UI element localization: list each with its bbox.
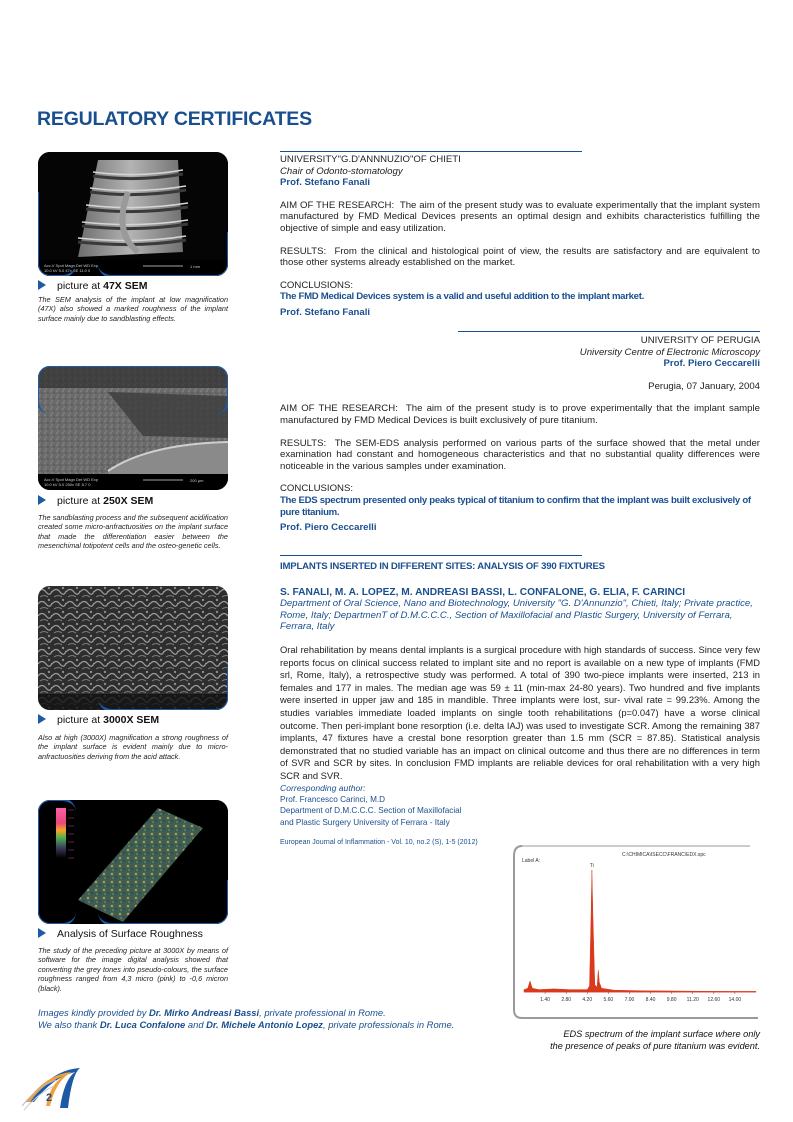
figure-caption-roughness: Analysis of Surface Roughness [38,928,203,940]
sem-47x-image [38,152,228,276]
roughness-analysis-image [38,800,228,924]
eds-spectrum-chart [510,840,760,1030]
label-a: Label A: [522,858,541,864]
figure-description-roughness: The study of the preceding picture at 3000X by means of software for the image digital analysis showed that converting the grey tones into pseudo-colours, the surface roughness ranged from 4,3 micro (pink) to -0,6 micron (black). [38,946,228,993]
bullet-triangle-icon [38,714,46,724]
corresponding-dept-2: and Plastic Surgery University of Ferrara - Italy [280,818,450,828]
spectrum-series [524,870,756,992]
study-abstract-section [280,561,760,849]
study-heading: IMPLANTS INSERTED IN DIFFERENT SITES: ANALYSIS OF 390 FIXTURES [280,561,605,572]
page-title: REGULATORY CERTIFICATES [37,108,312,130]
corresponding-label: Corresponding author: [280,782,366,793]
svg-text:200 µm: 200 µm [190,478,204,483]
chieti-certificate [280,154,760,319]
chieti-conclusions-label: CONCLUSIONS: [280,279,354,291]
corresponding-dept-1: Department of D.M.C.C.C. Section of Maxillofacial [280,806,462,816]
chieti-results: RESULTS: From the clinical and histological point of view, the results are satisfactory and are equivalent to those other systems already established on the market. [280,245,760,269]
figure-description-3000x: Also at high (3000X) magnification a strong roughness of the implant surface is evident mainly due to micro-anfractuosities deriving from the acid attack. [38,733,228,761]
image-credits: Images kindly provided by Dr. Mirko Andreasi Bassi, private professional in Rome. We also thank Dr. Luca Confalone and Dr. Michele Antonio Lopez, private professionals in Rome. [38,1007,455,1030]
perugia-place-date: Perugia, 07 January, 2004 [648,380,760,392]
study-authors: S. FANALI, M. A. LOPEZ, M. ANDREASI BASSI, L. CONFALONE, G. ELIA, F. CARINCI [280,586,686,598]
perugia-aim: AIM OF THE RESEARCH: The aim of the present study is to prove experimentally that the implant sample manufactured by FMD Medical Devices is built exclusively of pure titanium. [280,403,760,426]
bullet-triangle-icon [38,928,46,938]
perugia-conclusions: The EDS spectrum presented only peaks typical of titanium to confirm that the implant was built exclusively of pure titanium. [280,494,751,518]
page-number: 2 [46,1092,53,1104]
svg-text:Acc.V Spot Magn Det WD Ex: Acc.V Spot Magn Det WD Exp [44,263,99,268]
sem-250x-image [38,366,228,490]
x-tick-label: 8.40 [645,997,656,1003]
x-tick-label: 7.00 [624,997,635,1003]
study-abstract: Oral rehabilitation by means dental implants is a surgical procedure with high standards of success. Since very few reports focus on clinical success related to implant site and no report is available on a new type of implants (FMD srl, Rome, Italy), a retrospective study was performed. A total of 390 two-piece implants were inserted, 213 in females and 177 in males. The median age was 59 ± 11 (min-max 24-80 years). Two hundred and five implants were inserted in upper jaw and 185 in mandible. Three implants were lost, sur- vival rate = 99.23%. Among the studies variables immediate loaded implants on single tooth rehabilitations (p=0.047) have a worse clinical outcome. Then peri-implant bone resorption (i.e. delta IAJ) was used to investigate SCR. Among the remaining 387 implants, 47 fixtures have a crestal bone resorption greater than 1.5 mm (SCR = 87.85). Statistical analysis demonstrated that no studied variable has an impact on clinical outcome and thus there are no differences in term of SVR and SCR by sites. In conclusion FMD implants are reliable devices for oral rehabilitation with a very high SCR and SVR. [280,643,760,781]
figure-caption-47x: picture at 47X SEM [38,280,147,292]
section-divider [280,555,582,556]
bullet-triangle-icon [38,495,46,505]
sem-3000x-image [38,586,228,710]
perugia-professor: Prof. Piero Ceccarelli [663,358,760,370]
svg-text:10.0 kV 5.0 250x SE 8.7 0: 10.0 kV 5.0 250x SE 8.7 0 [44,482,91,487]
peak-label-ti: Ti [589,863,594,869]
chieti-signature: Prof. Stefano Fanali [280,306,371,318]
x-tick-label: 12.60 [707,997,721,1003]
x-tick-label: 4.20 [582,997,593,1003]
perugia-signature: Prof. Piero Ceccarelli [280,522,377,534]
perugia-certificate [280,335,760,534]
perugia-university: UNIVERSITY OF PERUGIA [640,335,760,346]
implant-thread-picture [38,152,228,276]
chieti-department: Chair of Odonto-stomatology [280,165,403,177]
chieti-university: UNIVERSITY"G.D'ANNNUZIO"OF CHIETI [280,154,461,165]
section-divider [458,331,760,332]
micro-roughness-picture [38,586,228,710]
x-tick-label: 2.80 [561,997,572,1003]
figure-description-47x: The SEM analysis of the implant at low magnification (47X) also showed a marked roughness of the implant surface mainly due to sandblasting effects. [38,295,228,323]
company-logo-icon [20,1062,90,1112]
section-divider [280,151,582,152]
chieti-conclusions: The FMD Medical Devices system is a valid and useful addition to the implant market. [280,291,644,303]
figure-description-250x: The sandblasting process and the subsequent acidification created some micro-anfractuosities on the implant surface that made the differentiation easier between the mesenchimal totipotent cells and the osteo-genetic cells. [38,513,228,551]
x-tick-label: 9.80 [666,997,677,1003]
eds-spectrum-svg [510,840,760,1030]
journal-citation: European Journal of Inflammation - Vol. 10, no.2 (S), 1-5 (2012) [280,839,478,847]
x-tick-label: 5.60 [603,997,614,1003]
figure-caption-3000x: picture at 3000X SEM [38,714,159,726]
perugia-department: University Centre of Electronic Microscopy [579,346,760,358]
chieti-professor: Prof. Stefano Fanali [280,177,371,189]
figure-caption-250x: picture at 250X SEM [38,495,153,507]
pseudo-colour-map [38,800,228,924]
perugia-results: RESULTS: The SEM-EDS analysis performed on various parts of the surface showed that the metal under examination had constant and homogeneous characteristics and that no substantial quality differences were noticeable in the various samples under examination. [280,437,760,472]
study-affiliations: Department of Oral Science, Nano and Biotechnology, University "G. D'Annunzio", Chieti, Italy; Private practice, Rome, Italy; DepartmenT of D.M.C.C.C., Section of Maxillofacial and Plastic Surgery, University of Ferrara, Ferrara, Italy [280,598,753,633]
eds-caption: EDS spectrum of the implant surface where only the presence of peaks of pure titanium was evident. [550,1029,760,1051]
svg-text:Acc.V Spot Magn Det WD Ex: Acc.V Spot Magn Det WD Exp [44,477,99,482]
x-tick-label: 14.00 [728,997,742,1003]
corresponding-name: Prof. Francesco Carinci, M.D [280,795,386,805]
svg-text:1 mm: 1 mm [190,264,200,269]
chieti-aim: AIM OF THE RESEARCH: The aim of the present study was to evaluate experimentally that the implant system manufactured by FMD Medical Devices presents an optimal design and exhibits characteristics fulfilling the objective of simple and easy utilization. [280,199,760,234]
chart-title: C:\CHIMICA\ISECC\FRANC\EDX.spc [622,852,706,858]
svg-text:10.0 kV 5.0 47x SE 11.0: 10.0 kV 5.0 47x SE 11.0 0 [44,268,91,273]
implant-surface-picture [38,366,228,490]
x-tick-label: 11.20 [686,997,699,1003]
perugia-conclusions-label: CONCLUSIONS: [280,483,354,495]
x-tick-label: 1.40 [540,997,550,1003]
bullet-triangle-icon [38,280,46,290]
